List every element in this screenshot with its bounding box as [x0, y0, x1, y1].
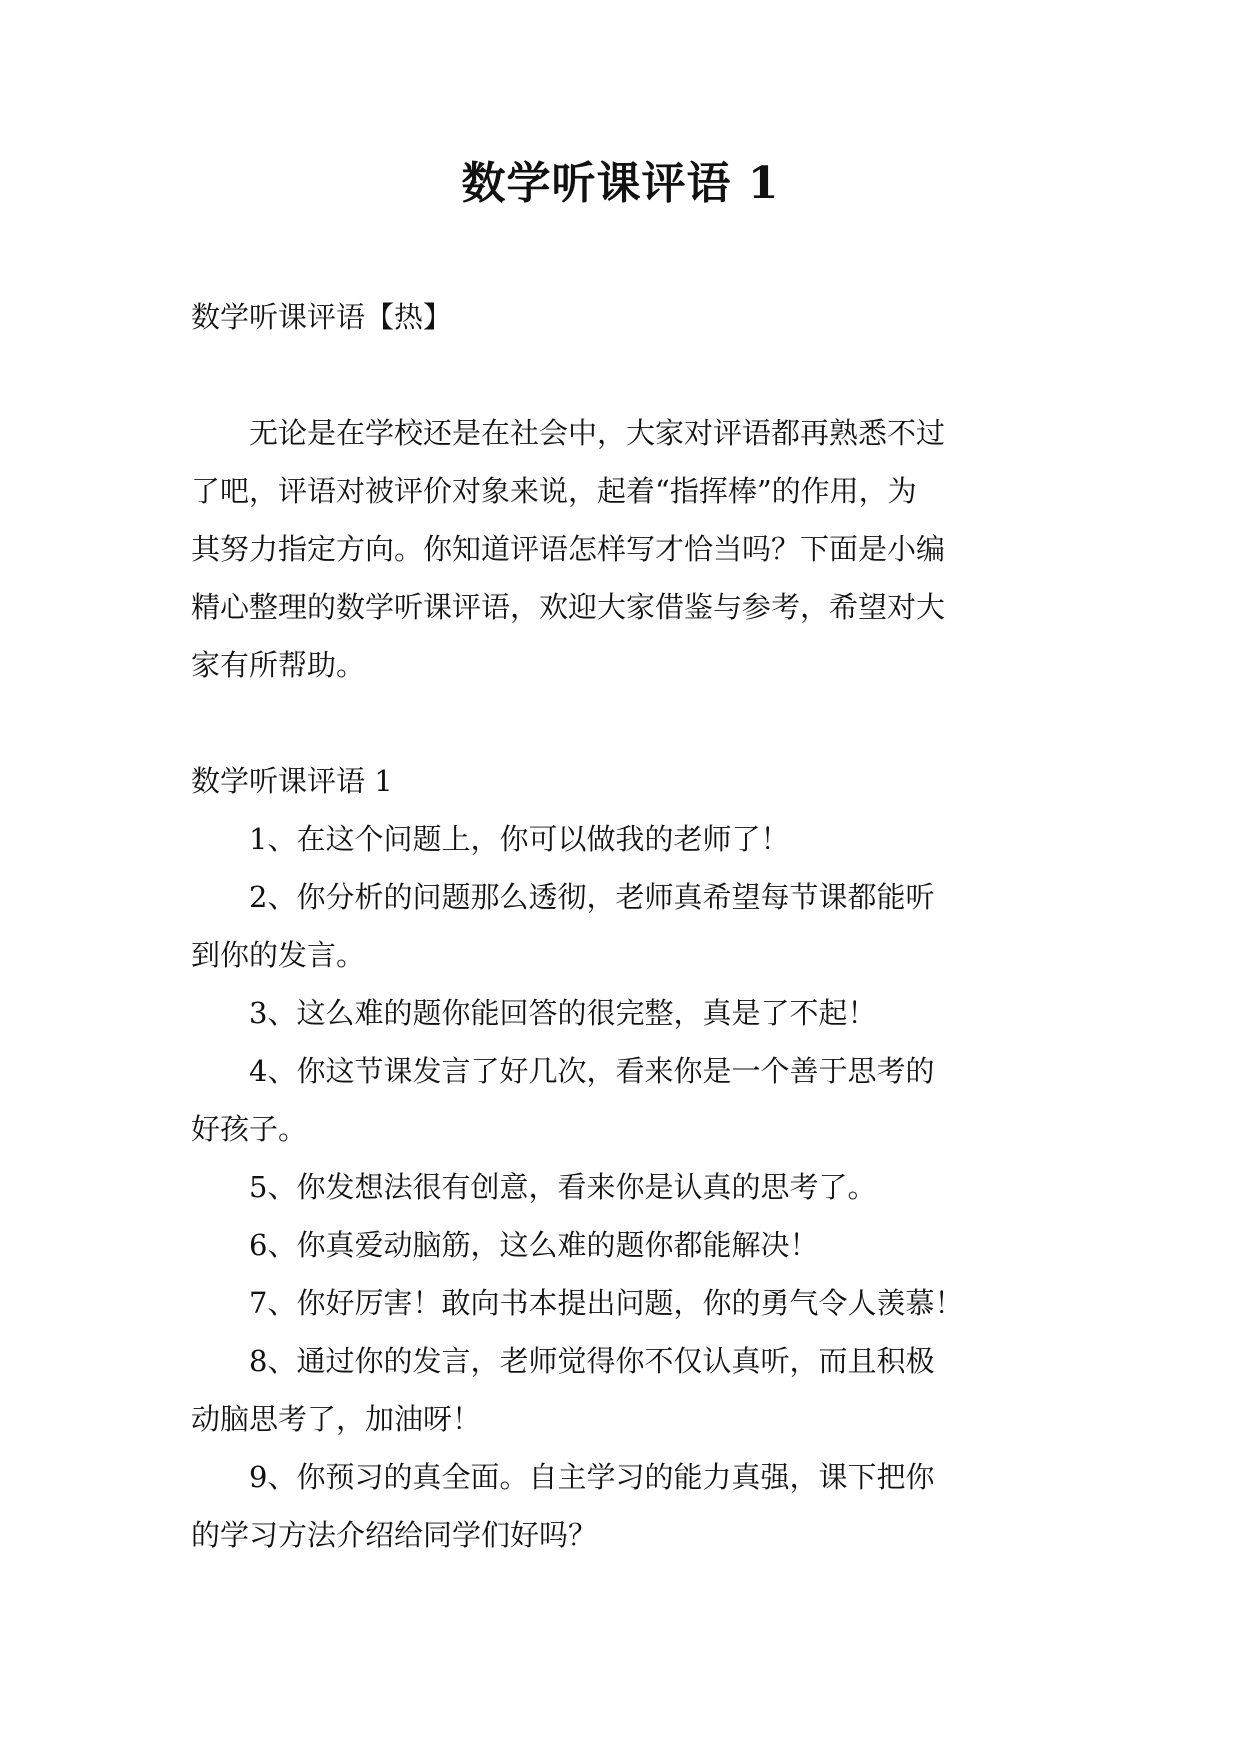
section-heading: 数学听课评语 1 [191, 764, 393, 798]
comment-list [191, 810, 1051, 1564]
list-item-line: 9、你预习的真全面。自主学习的能力真强，课下把你 [249, 1460, 935, 1494]
spacer [191, 346, 1051, 404]
subtitle: 数学听课评语【热】 [191, 300, 453, 334]
list-item-line: 到你的发言。 [191, 938, 366, 972]
list-item [191, 984, 1051, 1042]
document-body [191, 288, 1051, 1564]
list-item [191, 1274, 1051, 1332]
spacer [191, 694, 1051, 752]
list-item-line: 3、这么难的题你能回答的很完整，真是了不起！ [249, 996, 877, 1030]
intro-paragraph [191, 404, 1051, 694]
list-item-line: 动脑思考了，加油呀！ [191, 1402, 482, 1436]
list-item-line: 8、通过你的发言，老师觉得你不仅认真听，而且积极 [249, 1344, 935, 1378]
intro-line: 了吧，评语对被评价对象来说，起着“指挥棒”的作用，为 [191, 474, 917, 508]
intro-line: 家有所帮助。 [191, 648, 366, 682]
list-item [191, 1448, 1051, 1564]
intro-line: 其努力指定方向。你知道评语怎样写才恰当吗？下面是小编 [191, 532, 946, 566]
list-item-line: 7、你好厉害！敢向书本提出问题，你的勇气令人羡慕！ [249, 1286, 964, 1320]
list-item-line: 1、在这个问题上，你可以做我的老师了！ [249, 822, 790, 856]
intro-line: 无论是在学校还是在社会中，大家对评语都再熟悉不过 [249, 416, 946, 450]
list-item [191, 1158, 1051, 1216]
list-item [191, 810, 1051, 868]
list-item [191, 1042, 1051, 1158]
list-item-line: 好孩子。 [191, 1112, 308, 1146]
list-item-line: 5、你发想法很有创意，看来你是认真的思考了。 [249, 1170, 877, 1204]
list-item-line: 的学习方法介绍给同学们好吗？ [191, 1518, 598, 1552]
list-item [191, 1216, 1051, 1274]
list-item [191, 868, 1051, 984]
list-item-line: 2、你分析的问题那么透彻，老师真希望每节课都能听 [249, 880, 935, 914]
list-item-line: 4、你这节课发言了好几次，看来你是一个善于思考的 [249, 1054, 935, 1088]
document-title: 数学听课评语 1 [461, 158, 780, 209]
list-item-line: 6、你真爱动脑筋，这么难的题你都能解决！ [249, 1228, 819, 1262]
list-item [191, 1332, 1051, 1448]
intro-line: 精心整理的数学听课评语，欢迎大家借鉴与参考，希望对大 [191, 590, 946, 624]
